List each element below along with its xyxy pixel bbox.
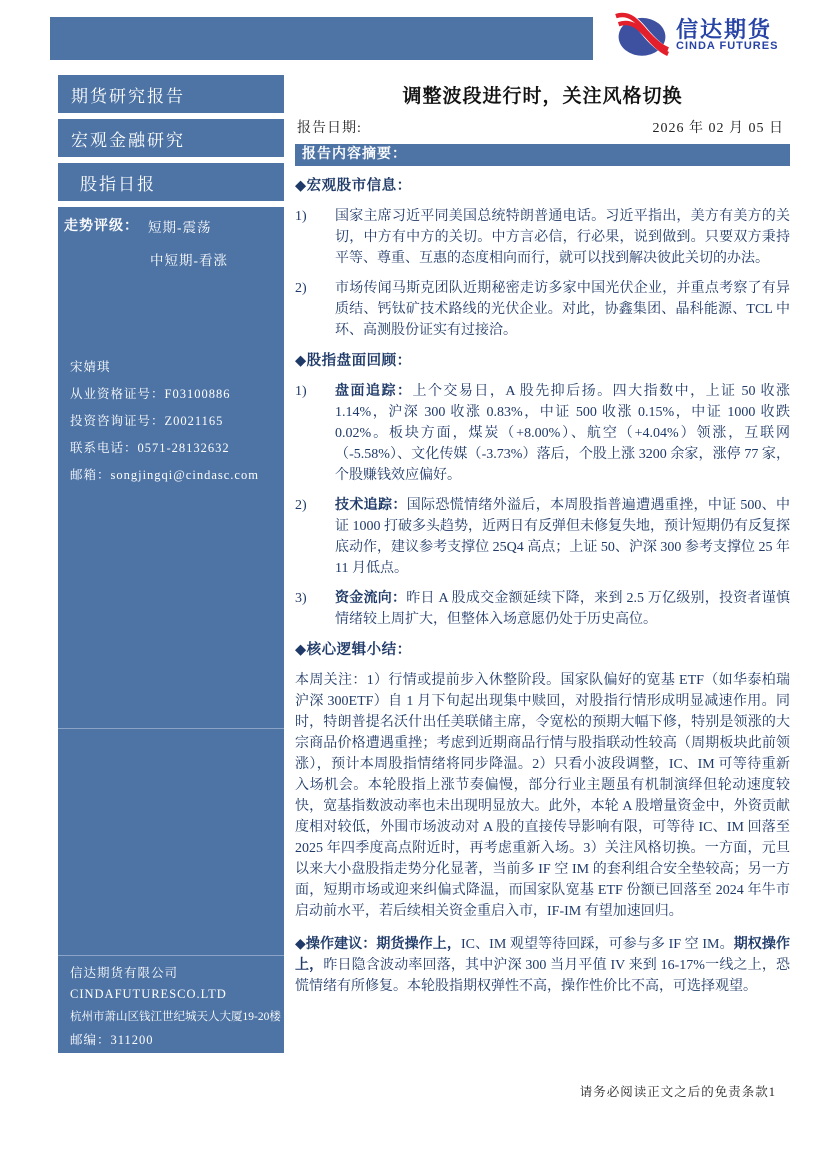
item-label: 技术追踪： — [335, 498, 407, 513]
sidebar-research-group: 宏观金融研究 — [58, 119, 284, 157]
item-body: 上个交易日，A 股先抑后扬。四大指数中，上证 50 收涨 1.14%，沪深 300 收涨 0.83%，中证 500 收涨 0.15%，中证 1000 收跌 0.02%。板块方面，煤炭（+8.00%）、航空（+4.04%）领涨，互联网（-5.58%）、文化传媒（-3.73%）落后，个股上涨 3200 余家，涨停 77 家，个股赚钱效应偏好。 — [335, 384, 791, 483]
disclaimer-note: 请务必阅读正文之后的免责条款1 — [579, 1085, 776, 1099]
section-heading-logic: ◆核心逻辑小结： — [295, 642, 412, 658]
item-body: 昨日 A 股成交金额延续下降，来到 2.5 万亿级别，投资者谨慎情绪较上周扩大，但整体入场意愿仍处于历史高位。 — [335, 591, 790, 627]
analyst-contact — [70, 357, 259, 492]
company-address: 杭州市萧山区钱江世纪城天人大厦19-20楼 — [70, 1011, 281, 1023]
logo-chinese-name: 信达期货 — [676, 16, 773, 42]
header-bar — [50, 17, 593, 60]
list-item — [295, 588, 790, 630]
sidebar — [58, 75, 284, 1053]
item-number: 3) — [295, 591, 307, 606]
list-item — [295, 278, 790, 341]
sidebar-info-block — [58, 207, 284, 1053]
analyst-phone: 联系电话：0571-28132632 — [70, 441, 230, 455]
company-name-cn: 信达期货有限公司 — [70, 966, 179, 980]
item-label: 资金流向： — [335, 591, 407, 606]
item-number: 1) — [295, 209, 307, 224]
cinda-logo-icon — [615, 11, 669, 59]
analyst-name: 宋婧琪 — [70, 360, 111, 374]
item-text — [335, 381, 790, 486]
section-heading-macro: ◆宏观股市信息： — [295, 178, 412, 194]
report-date-value: 2026 年 02 月 05 日 — [652, 121, 784, 136]
item-body: 国际恐慌情绪外溢后，本周股指普遍遭遇重挫，中证 500、中证 1000 打破多头趋势，近两日有反弹但未修复失地，预计短期仍有反复探底动作，建议参考支撑位 25Q4 高点；上证 50、沪深 300 参考支撑位 25 年 11 月低点。 — [335, 498, 791, 576]
company-logo — [615, 6, 800, 64]
list-item — [295, 206, 790, 269]
sidebar-report-series: 股指日报 — [58, 163, 284, 201]
section-heading-review: ◆股指盘面回顾： — [295, 353, 412, 369]
item-number: 2) — [295, 498, 307, 513]
report-date-row — [295, 118, 790, 139]
item-text — [335, 588, 790, 630]
sidebar-report-type: 期货研究报告 — [58, 75, 284, 113]
report-title: 调整波段进行时，关注风格切换 — [402, 86, 683, 107]
item-text: 市场传闻马斯克团队近期秘密走访多家中国光伏企业，并重点考察了有异质结、钙钛矿技术路线的光伏企业。对此，协鑫集团、晶科能源、TCL 中环、高测股份证实有过接洽。 — [335, 281, 790, 338]
analyst-email: 邮箱：songjingqi@cindasc.com — [70, 468, 259, 482]
sidebar-divider — [58, 955, 284, 956]
item-number: 2) — [295, 281, 307, 296]
advice-paragraph: ◆操作建议：期货操作上，IC、IM 观望等待回踩，可参与多 IF 空 IM。期权操作上，昨日隐含波动率回落，其中沪深 300 当月平值 IV 来到 16-17%一线之上，恐慌情绪有所修复。本轮股指期权弹性不高，操作性价比不高，可选择观望。 — [295, 937, 790, 994]
sidebar-divider — [58, 728, 284, 729]
analyst-qualification-no: 从业资格证号：F03100886 — [70, 387, 231, 401]
company-postcode: 邮编：311200 — [70, 1033, 154, 1047]
trend-rating-label: 走势评级： — [64, 219, 139, 234]
logo-english-name: CINDA FUTURES — [676, 39, 779, 52]
logic-paragraph: 本周关注：1）行情或提前步入休整阶段。国家队偏好的宽基 ETF（如华泰柏瑞沪深 300ETF）自 1 月下旬起出现集中赎回，对股指行情形成明显减速作用。同时，特朗普提名沃什出任美联储主席，令宽松的预期大幅下修，特别是领涨的大宗商品价格遭遇重挫；考虑到近期商品行情与股指联动性较高（周期板块此前领涨），预计本周股指情绪将同步降温。2）只看小波段调整，IC、IM 可等待重新入场机会。本轮股指上涨节奏偏慢，部分行业主题虽有机制演绎但轮动速度较快，宽基指数波动率也未出现明显放大。此外，本轮 A 股增量资金中，外资贡献度相对较低，外围市场波动对 A 股的直接传导影响有限，可等待 IC、IM 回落至 2025 年四季度高点附近时，再考虑重新入场。3）关注风格切换。一方面，元旦以来大小盘股指走势分化显著，当前多 IF 空 IM 的套利组合安全垫较高；另一方面，短期市场或迎来纠偏式降温，而国家队宽基 ETF 份额已回落至 2024 年牛市启动前水平，若后续相关资金重启入市，IF-IM 有望加速回归。 — [295, 673, 790, 919]
company-info — [70, 963, 281, 1054]
trend-rating-mid-term: 中短期-看涨 — [150, 253, 228, 268]
company-name-en: CINDAFUTURESCO.LTD — [70, 987, 227, 1001]
list-item — [295, 495, 790, 579]
item-label: 盘面追踪： — [335, 384, 413, 399]
item-number: 1) — [295, 384, 307, 399]
report-body — [295, 86, 790, 997]
summary-bar: 报告内容摘要： — [295, 144, 790, 166]
item-text — [335, 495, 790, 579]
report-date-label: 报告日期: — [297, 121, 362, 136]
trend-rating-short-term: 短期-震荡 — [148, 220, 212, 235]
item-text: 国家主席习近平同美国总统特朗普通电话。习近平指出，美方有美方的关切，中方有中方的关切。中方言必信，行必果，说到做到。只要双方秉持平等、尊重、互惠的态度相向而行，就可以找到解决彼此关切的办法。 — [335, 209, 790, 266]
list-item — [295, 381, 790, 486]
analyst-advisory-no: 投资咨询证号：Z0021165 — [70, 414, 224, 428]
